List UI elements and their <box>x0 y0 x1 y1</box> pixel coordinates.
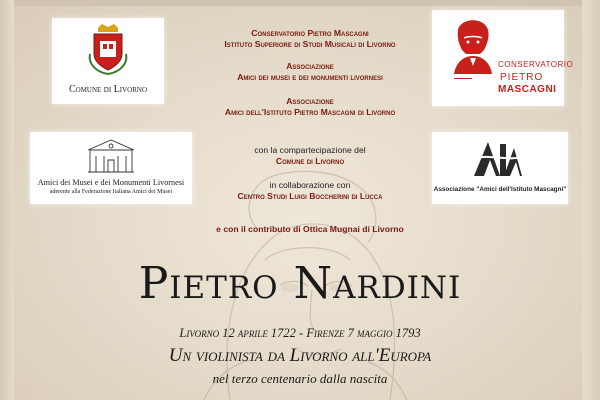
amici-caption-1: Amici dei Musei e dei Monumenti Livornesi <box>37 178 185 187</box>
conservatorio-caption-3: MASCAGNI <box>498 84 557 95</box>
contribution-line: e con il contributo di Ottica Mugnai di Livorno <box>216 224 404 234</box>
event-subtitle: Un violinista da Livorno all'Europa <box>168 345 432 366</box>
mascagni-portrait-icon <box>450 16 496 76</box>
conservatorio-caption-2: PIETRO <box>500 72 544 83</box>
organizer-line1: Conservatorio Pietro Mascagni <box>251 28 369 38</box>
livorno-coat-of-arms-icon <box>86 24 130 76</box>
livorno-caption: Comune di Livorno <box>68 84 148 95</box>
logo-amici-musei <box>30 132 192 204</box>
ami-caption: Associazione "Amici dell'Istituto Mascagni" <box>433 186 567 193</box>
partner-intro: con la compartecipazione del <box>254 145 366 155</box>
ami-monogram-icon <box>470 136 530 180</box>
association1-name: Amici dei musei e dei monumenti livornesi <box>237 72 383 82</box>
event-dates: Livorno 12 aprile 1722 - Firenze 7 maggio 1793 <box>179 326 421 340</box>
event-subtitle-2: nel terzo centenario dalla nascita <box>212 371 388 386</box>
partner-name: Comune di Livorno <box>275 156 345 166</box>
amici-caption-2: aderente alla Federazione Italiana Amici dei Musei <box>49 189 173 195</box>
building-sketch-icon <box>84 136 138 176</box>
association2-name: Amici dell'Istituto Pietro Mascagni di Livorno <box>224 107 396 117</box>
association1-label: Associazione <box>286 61 334 71</box>
conservatorio-caption-1: CONSERVATORIO <box>498 60 574 69</box>
logo-divider <box>454 78 472 97</box>
association2-label: Associazione <box>286 96 334 106</box>
logo-amici-istituto <box>432 132 568 204</box>
collab-intro: in collaborazione con <box>269 180 351 190</box>
collab-name: Centro Studi Luigi Boccherini di Lucca <box>237 191 383 201</box>
event-title: Pietro Nardini <box>138 258 462 309</box>
top-border <box>0 0 600 6</box>
organizer-line2: Istituto Superiore di Studi Musicali di Livorno <box>224 39 396 49</box>
logo-conservatorio-mascagni <box>432 10 574 106</box>
logo-comune-livorno <box>52 18 164 104</box>
